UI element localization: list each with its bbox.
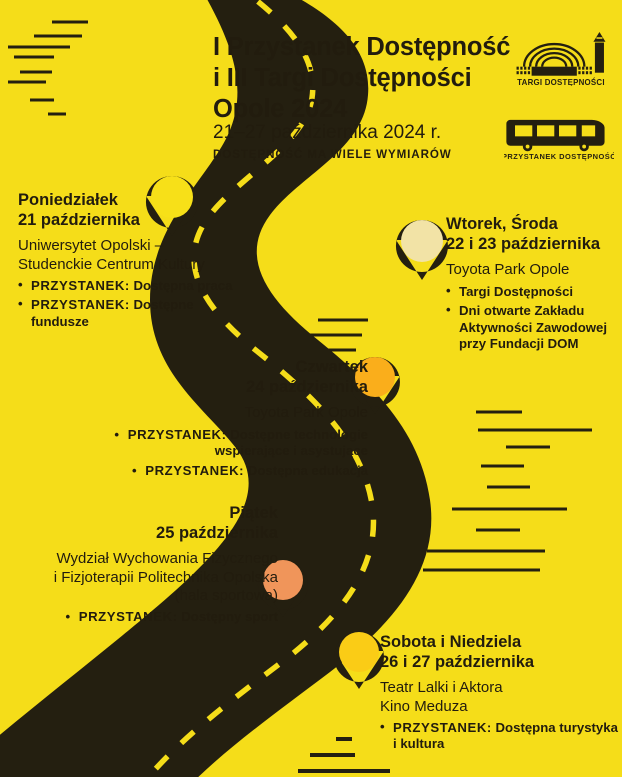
venue-line-2: Kino Meduza [380,697,468,715]
bullet-icon: • [114,426,120,442]
venue-line-1: Toyota Park Opole [244,404,368,422]
bullet-icon: • [65,609,71,625]
venue-line-1: Uniwersytet Opolski – [18,237,164,255]
bullet-icon: • [18,296,23,312]
event-date-range: 21–27 października 2024 r. [213,122,442,143]
venue-line-2: i Fizjoterapii Politechnika Opolska [53,568,278,586]
day-block-tuesday-wednesday [446,214,618,353]
day-block-saturday-sunday [380,632,618,753]
bullet-icon: • [131,462,137,478]
list-item [18,278,250,295]
bullet-icon: • [380,718,385,734]
bullet-icon: • [18,276,23,292]
venue [380,679,618,716]
list-item [446,284,618,301]
title-line-2: i III Targi Dostępności [213,64,472,93]
bullet-icon: • [446,302,451,318]
list-item [18,297,250,330]
title-line-1: I Przystanek Dostępność [213,33,511,61]
day-heading [380,632,618,672]
day-block-friday [30,503,278,626]
day-items [446,284,618,354]
title-line-3: Opole 2024 [213,95,348,124]
day-name: Wtorek, Środa [446,215,558,233]
venue-line-1: Wydział Wychowania Fizycznego [56,550,278,568]
day-heading [96,357,368,397]
item-prefix: PRZYSTANEK: [31,277,130,293]
item-text: Dni otwarte Zakładu Aktywności Zawodowej przy Fundacji DOM [459,303,608,352]
list-item [30,609,278,626]
amphitheatre-tower-icon [512,32,610,86]
list-item [446,303,618,353]
item-text: Dostępne technologie wspierające i asystujące [214,426,368,459]
bullet-icon: • [446,282,451,298]
map-pin-tuesday [396,220,448,280]
day-heading [18,190,250,230]
day-date: 24 października [246,378,368,397]
item-text: Dostępne fundusze [31,297,194,330]
venue-line-3: (hala sportowa) [174,586,278,604]
day-name: Czwartek [295,358,368,376]
venue [30,550,278,605]
venue-line-1: Teatr Lalki i Aktora [380,679,503,697]
przystanek-logo-caption: PRZYSTANEK DOSTĘPNOŚĆ [504,152,614,161]
item-prefix: PRZYSTANEK: [393,719,492,735]
venue [18,237,250,274]
day-date: 26 i 27 października [380,653,535,672]
day-heading [30,503,278,543]
speed-lines-bottom-right [298,739,390,771]
day-items [380,720,618,753]
map-pin-saturday [334,632,384,689]
page-title [213,32,513,125]
item-text: Dostępna edukacja [247,462,368,478]
speed-lines-right [423,412,592,570]
day-date: 22 i 23 października [446,235,601,254]
day-name: Poniedziałek [18,191,118,209]
item-text: Dostępny sport [181,609,278,625]
list-item [380,720,618,753]
item-prefix: PRZYSTANEK: [127,426,227,442]
przystanek-dostepnosc-logo [504,112,614,166]
item-prefix: PRZYSTANEK: [145,462,245,478]
item-text: Dostępna praca [133,277,233,293]
item-prefix: PRZYSTANEK: [31,297,130,313]
targi-logo-caption: TARGI DOSTĘPNOŚCI [517,77,605,87]
day-date: 21 października [18,211,140,230]
day-items [18,278,250,331]
list-item [96,463,368,480]
venue [96,404,368,422]
venue-line-2: Studenckie Centrum Kultury [18,255,205,273]
targi-dostepnosci-logo [512,32,610,91]
day-heading [446,214,618,254]
item-text: Targi Dostępności [459,283,574,299]
day-name: Piątek [229,504,278,522]
day-block-monday [18,190,250,331]
venue-line-1: Toyota Park Opole [446,261,570,279]
day-items [30,609,278,626]
item-prefix: PRZYSTANEK: [78,609,178,625]
day-name: Sobota i Niedziela [380,633,522,651]
speed-lines-top-left [8,22,88,114]
day-items [96,427,368,480]
day-date: 25 października [156,524,278,543]
bus-icon [504,112,614,161]
event-tagline: DOSTĘPNOŚĆ MA WIELE WYMIARÓW [213,148,452,161]
venue [446,261,618,279]
day-block-thursday [96,357,368,479]
item-text: Dostępna turystyka i kultura [393,719,618,752]
list-item [96,427,368,460]
